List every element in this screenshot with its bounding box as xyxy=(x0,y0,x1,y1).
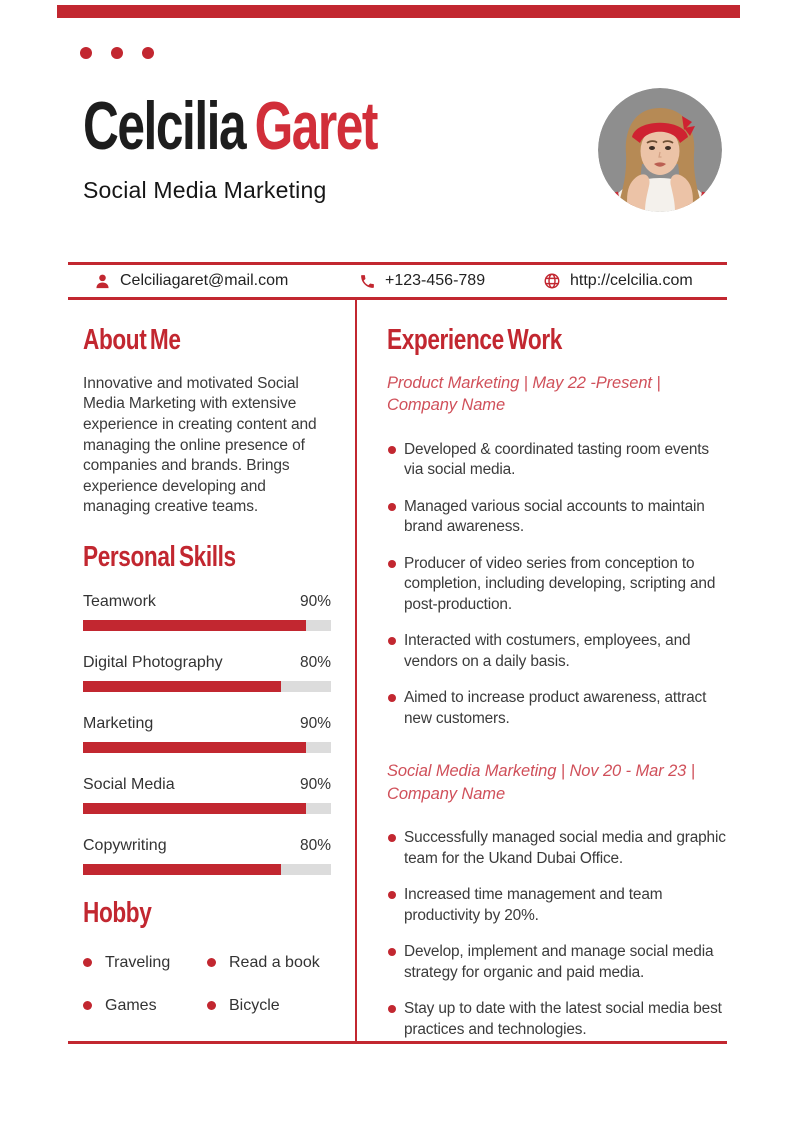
skill-item xyxy=(83,593,331,631)
skill-bar-fill xyxy=(83,803,306,814)
bullet-dot-icon xyxy=(388,560,396,568)
job-bullet-text: Developed & coordinated tasting room events via social media. xyxy=(404,440,709,479)
page-subtitle: Social Media Marketing xyxy=(83,177,327,203)
job-bullet xyxy=(387,497,728,538)
skill-bar-track xyxy=(83,864,331,875)
bullet-dot-icon xyxy=(388,637,396,645)
contact-website-value: http://celcilia.com xyxy=(570,272,693,289)
hobby-label: Read a book xyxy=(229,953,320,971)
job-bullet-text: Aimed to increase product awareness, attract new customers. xyxy=(404,689,707,727)
contact-phone-value: +123-456-789 xyxy=(385,272,486,289)
decor-dot xyxy=(80,47,92,59)
skill-bar-track xyxy=(83,620,331,631)
contact-website xyxy=(543,265,693,297)
hobby-item xyxy=(83,997,207,1015)
hobby-label: Bicycle xyxy=(229,996,280,1014)
bullet-dot-icon xyxy=(388,446,396,454)
skill-label: Digital Photography xyxy=(83,653,223,671)
skill-label: Social Media xyxy=(83,775,175,793)
person-icon xyxy=(94,273,111,290)
job-bullet-text: Producer of video series from conception to completion, including developing, scripting and post-production. xyxy=(404,554,716,613)
bullet-dot-icon xyxy=(83,1001,92,1010)
experience-title: Experience Work xyxy=(387,324,562,356)
decor-dot xyxy=(111,47,123,59)
bullet-dot-icon xyxy=(83,958,92,967)
contact-email xyxy=(94,265,288,297)
job-bullet xyxy=(387,885,728,926)
contact-email-value: Celciliagaret@mail.com xyxy=(120,272,289,289)
decor-dots xyxy=(80,47,154,59)
job-bullet-text: Successfully managed social media and graphic team for the Ukand Dubai Office. xyxy=(404,829,726,867)
top-accent-bar xyxy=(57,5,740,18)
skill-label: Teamwork xyxy=(83,592,156,610)
bullet-dot-icon xyxy=(207,958,216,967)
hobby-label: Traveling xyxy=(105,953,171,971)
skill-label: Marketing xyxy=(83,714,154,732)
skill-bar-track xyxy=(83,742,331,753)
job-bullet xyxy=(387,942,728,983)
job-bullet xyxy=(387,999,728,1040)
job-heading: Social Media Marketing | Nov 20 - Mar 23 | Company Name xyxy=(387,762,695,803)
bullet-dot-icon xyxy=(388,1005,396,1013)
skill-percent: 90% xyxy=(299,775,331,793)
first-name: Celcilia xyxy=(83,88,246,164)
skill-label: Copywriting xyxy=(83,836,167,854)
skill-item xyxy=(83,654,331,692)
bullet-dot-icon xyxy=(388,834,396,842)
job-bullet-text: Managed various social accounts to maintain brand awareness. xyxy=(404,497,705,536)
job-bullet xyxy=(387,440,728,481)
about-title: About Me xyxy=(83,324,181,356)
skill-bar-fill xyxy=(83,620,306,631)
skill-bar-fill xyxy=(83,742,306,753)
skill-percent: 80% xyxy=(299,836,331,854)
left-column xyxy=(83,325,331,1015)
hobby-item xyxy=(83,954,207,972)
decor-dot xyxy=(142,47,154,59)
hobby-title: Hobby xyxy=(83,896,152,929)
job-bullet xyxy=(387,688,728,729)
bullet-dot-icon xyxy=(388,891,396,899)
about-text: Innovative and motivated Social Media Marketing with extensive experience in creating content and managing the online presence of companies and brands. Brings experience developing and managing creative teams. xyxy=(83,374,317,516)
last-name: Garet xyxy=(254,88,377,164)
phone-icon xyxy=(359,273,376,290)
hobby-item xyxy=(207,997,331,1015)
job-heading: Product Marketing | May 22 -Present | Company Name xyxy=(387,373,661,415)
job-bullet-list xyxy=(387,440,728,730)
job-bullet xyxy=(387,631,728,672)
skill-bar-track xyxy=(83,681,331,692)
bullet-dot-icon xyxy=(207,1001,216,1010)
job-bullet xyxy=(387,828,728,869)
job-bullet-text: Interacted with costumers, employees, and vendors on a daily basis. xyxy=(404,632,691,670)
skill-percent: 80% xyxy=(299,653,331,671)
skill-item xyxy=(83,837,331,875)
skill-bar-fill xyxy=(83,681,281,692)
contact-bar xyxy=(68,262,727,300)
job-bullet-text: Stay up to date with the latest social media best practices and technologies. xyxy=(404,1000,722,1038)
job-bullet-text: Increased time management and team productivity by 20%. xyxy=(404,886,663,924)
contact-phone xyxy=(359,265,485,297)
right-column xyxy=(387,325,728,1056)
hobby-label: Games xyxy=(105,996,157,1014)
hobby-list xyxy=(83,954,331,1015)
skill-item xyxy=(83,776,331,814)
bullet-dot-icon xyxy=(388,503,396,511)
skills-list xyxy=(83,593,331,875)
bullet-dot-icon xyxy=(388,948,396,956)
job-bullet-text: Develop, implement and manage social media strategy for organic and paid media. xyxy=(404,943,714,981)
skill-bar-fill xyxy=(83,864,281,875)
skills-title: Personal Skills xyxy=(83,541,236,574)
profile-photo xyxy=(598,88,722,212)
column-divider xyxy=(355,300,357,1043)
skill-bar-track xyxy=(83,803,331,814)
hobby-item xyxy=(207,954,331,972)
bullet-dot-icon xyxy=(388,694,396,702)
skill-percent: 90% xyxy=(299,714,331,732)
portrait-illustration xyxy=(598,88,722,212)
job-bullet xyxy=(387,554,728,616)
person-name xyxy=(83,88,377,164)
job-bullet-list xyxy=(387,828,728,1040)
globe-icon xyxy=(543,272,561,290)
skill-percent: 90% xyxy=(299,592,331,610)
skill-item xyxy=(83,715,331,753)
